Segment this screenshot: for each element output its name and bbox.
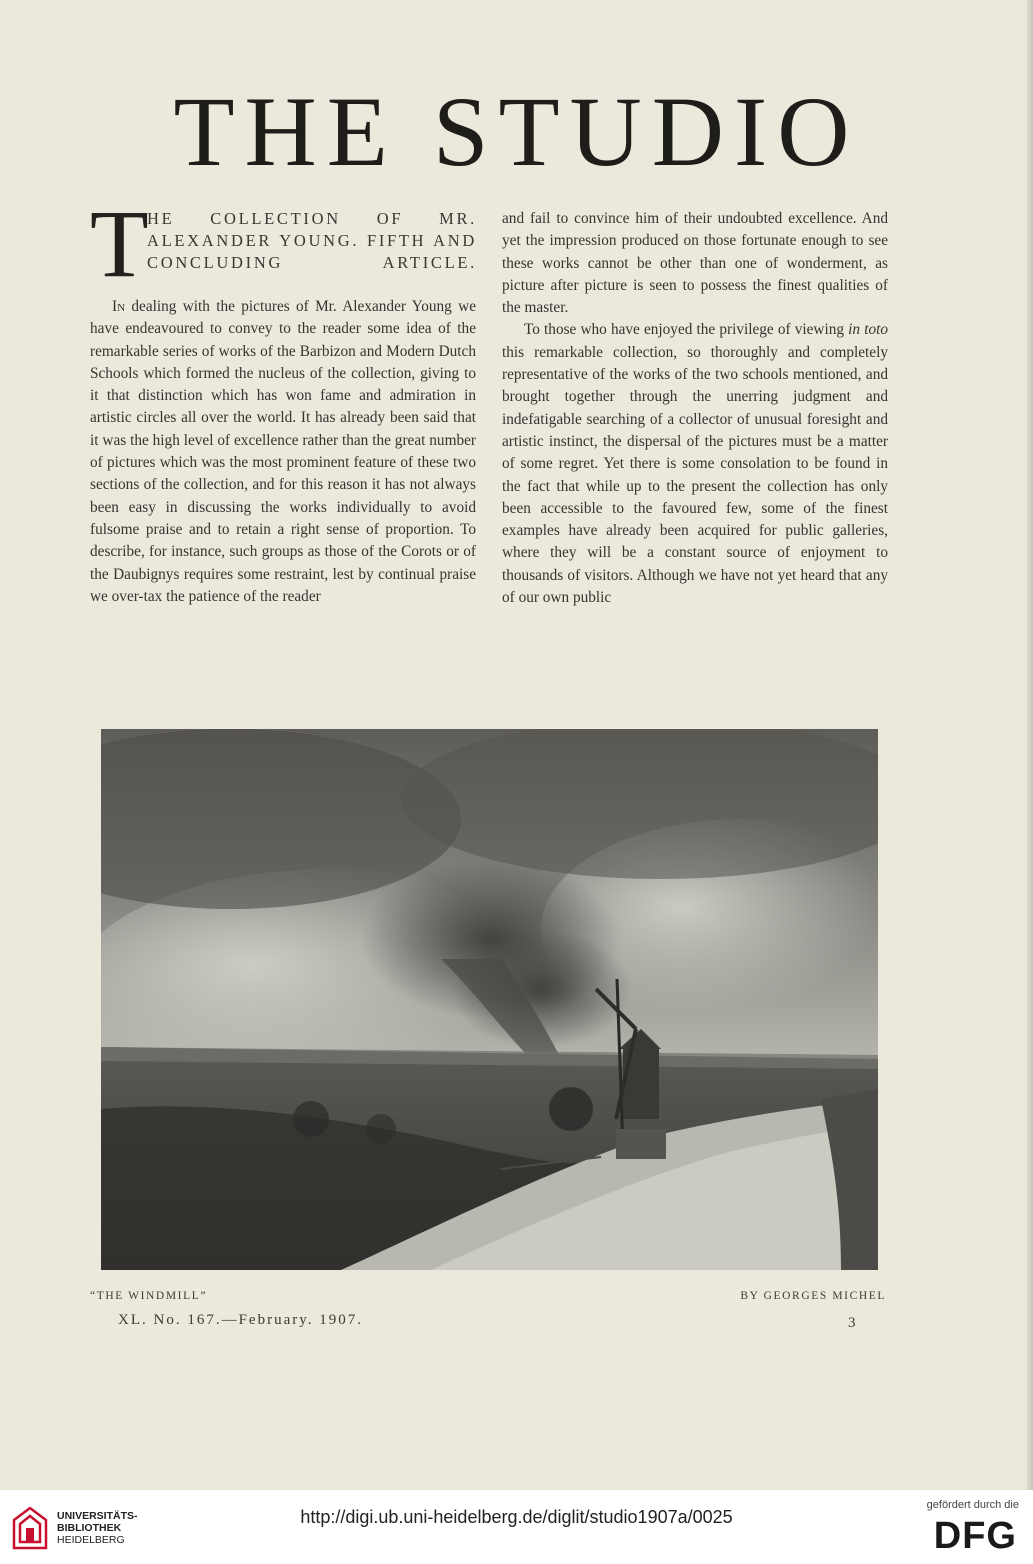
- left-paragraph: [90, 296, 476, 608]
- library-name-line1: UNIVERSITÄTS-: [57, 1510, 138, 1522]
- issue-line: XL. No. 167.—February. 1907.: [118, 1312, 364, 1328]
- right-paragraph-1: and fail to convince him of their undoubted excellence. And yet the impression produced on those fortunate enough to see these works cannot be other than one of wonderment, as picture after picture is seen to possess the finest qualities of the master.: [502, 210, 888, 317]
- drop-cap: T: [90, 190, 149, 297]
- permalink-url[interactable]: http://digi.ub.uni-heidelberg.de/diglit/studio1907a/0025: [300, 1507, 733, 1527]
- library-name-line3: HEIDELBERG: [57, 1534, 125, 1546]
- right-column: [502, 208, 888, 609]
- plate-caption-artist: BY GEORGES MICHEL: [740, 1290, 886, 1302]
- dfg-logo: DFG: [933, 1515, 1017, 1557]
- article-headline: [90, 190, 477, 297]
- right-paragraph-2-end: this remarkable collection, so thoroughly and completely representative of the works of the two schools mentioned, and brought together through the unerring judgment and indefatigable searching of a collector of unusual foresight and artistic instinct, the dispersal of the pictures must be a matter of some regret. Yet there is some consolation to be found in the fact that while up to the present the collection has only been accessible to the favoured few, some of the finest examples have already been acquired for public galleries, where they will be a constant source of enjoyment to thousands of visitors. Although we have not yet heard that any of our own public: [502, 343, 888, 607]
- left-paragraph-text: dealing with the pictures of Mr. Alexander Young we have endeavoured to convey to the reader some idea of the remarkable series of works of the Barbizon and Modern Dutch Schools which formed the nucleus of the collection, giving to it that distinction which has won fame and admiration in artistic circles all over the world. It has already been said that it was the high level of excellence rather than the great number of pictures which was the most prominent feature of these two sections of the collection, and for this reason it has not always been easy in discussing the works individually to avoid fulsome praise and to retain a right sense of proportion. To describe, for instance, such groups as those of the Corots or of the Daubignys requires some restraint, lest by continual praise we over-tax the patience of the reader: [90, 298, 476, 605]
- funding-note: gefördert durch die: [926, 1499, 1019, 1511]
- library-name-line2: BIBLIOTHEK: [57, 1522, 122, 1534]
- left-column: [90, 190, 477, 608]
- windmill-plate-image: [101, 729, 878, 1270]
- italic-phrase: in toto: [848, 321, 889, 339]
- plate-caption-title: “THE WINDMILL”: [90, 1290, 208, 1302]
- paragraph-lead-in: In: [112, 298, 126, 315]
- headline-text: HE COLLECTION OF MR. ALEXANDER YOUNG. FIFTH AND CONCLUDING ARTICLE.: [147, 209, 477, 272]
- masthead-title: THE STUDIO: [173, 76, 860, 187]
- right-paragraph-2: [502, 319, 888, 609]
- digitization-bar: [0, 1490, 1033, 1564]
- right-paragraph-2-start: To those who have enjoyed the privilege of viewing: [524, 321, 845, 339]
- page-number: 3: [848, 1315, 856, 1331]
- windmill-landscape-illustration: [101, 729, 878, 1270]
- page-edge-shadow: [1027, 0, 1033, 1490]
